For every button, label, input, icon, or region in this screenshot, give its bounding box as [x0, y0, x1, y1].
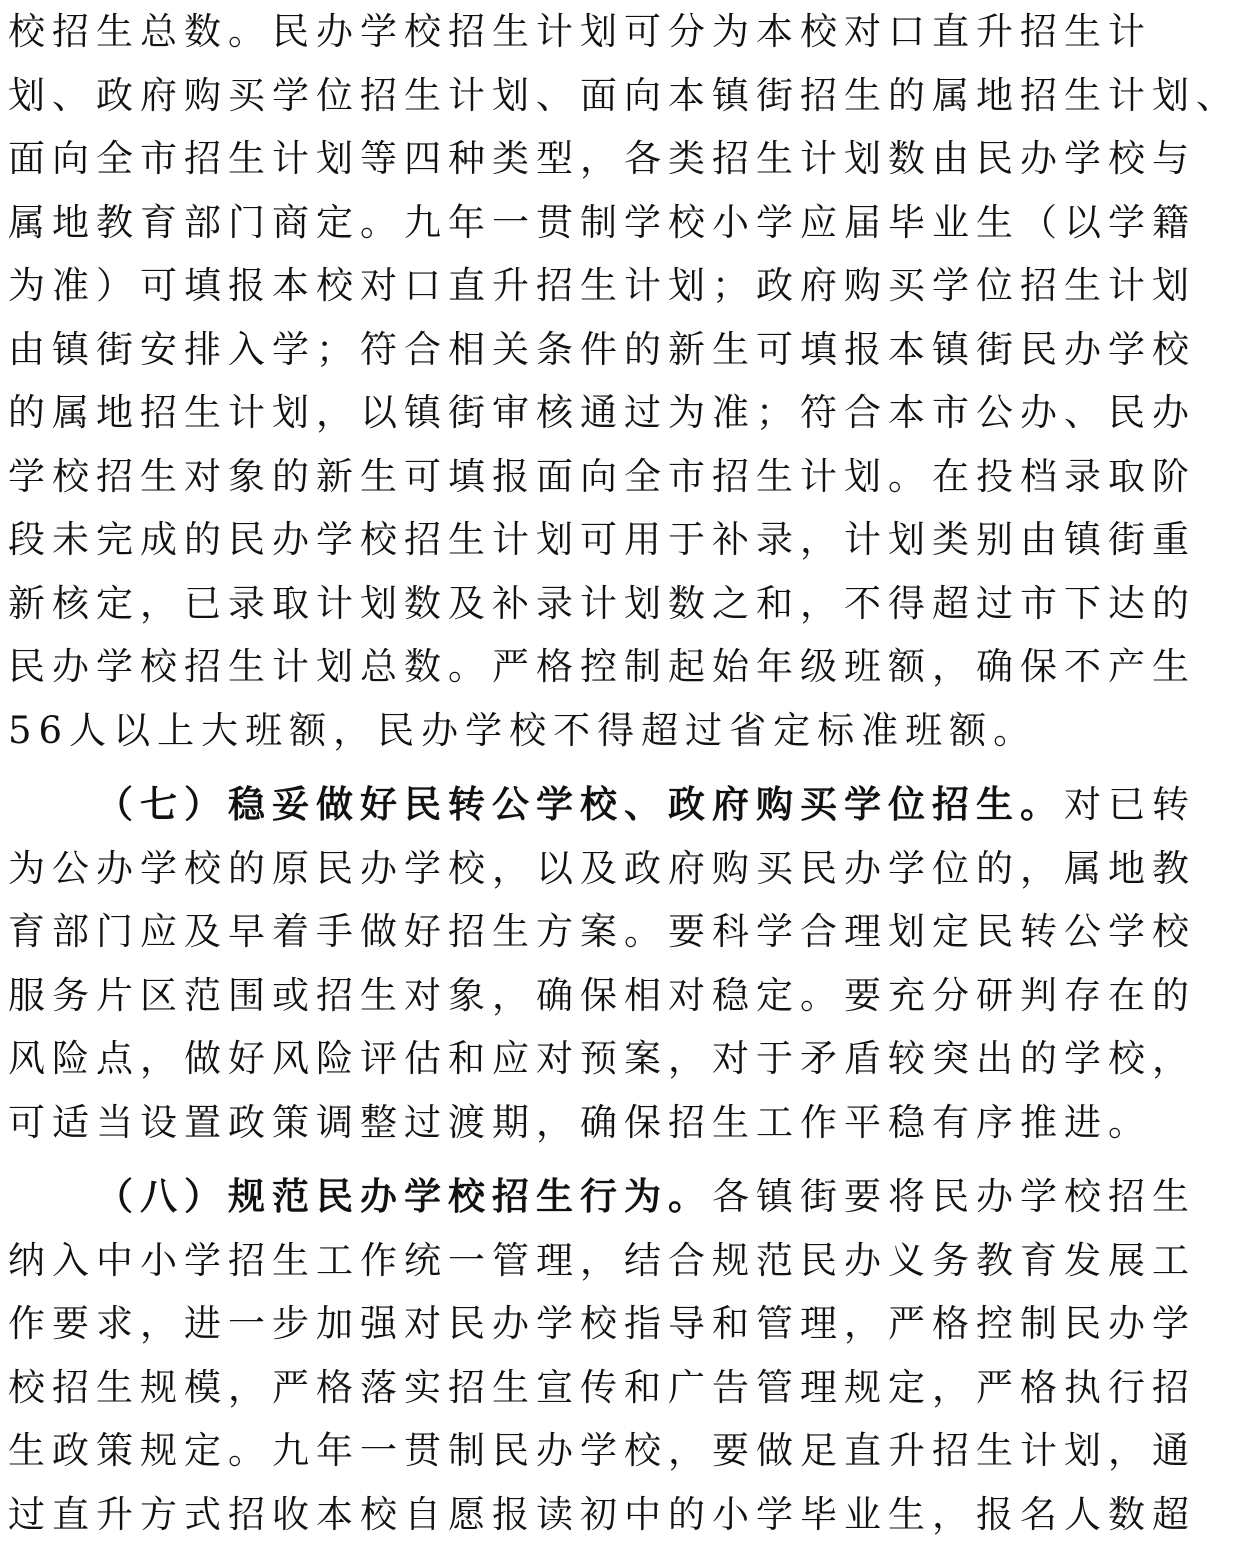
text-line: 56人以上大班额，民办学校不得超过省定标准班额。	[8, 708, 1038, 752]
text-line: 纳入中小学招生工作统一管理，结合规范民办义务教育发展工	[8, 1238, 1196, 1282]
text-line: 面向全市招生计划等四种类型，各类招生计划数由民办学校与	[8, 137, 1196, 180]
text-line: 校招生规模，严格落实招生宣传和广告管理规定，严格执行招	[8, 1365, 1196, 1409]
text-line: 校招生总数。民办学校招生计划可分为本校对口直升招生计	[8, 10, 1152, 53]
text-line: 服务片区范围或招生对象，确保相对稳定。要充分研判存在的	[8, 973, 1196, 1017]
paragraph-first-line	[8, 1165, 1196, 1229]
text-line: 由镇街安排入学；符合相关条件的新生可填报本镇街民办学校	[8, 327, 1196, 371]
paragraph-spacer	[8, 1154, 1072, 1165]
text-line: 划、政府购买学位招生计划、面向本镇街招生的属地招生计划、	[8, 73, 1240, 117]
text-line: 段未完成的民办学校招生计划可用于补录，计划类别由镇街重	[8, 518, 1196, 561]
text-line: 可适当设置政策调整过渡期，确保招生工作平稳有序推进。	[8, 1100, 1152, 1144]
text-run: 对已转	[1064, 783, 1196, 826]
document-page	[8, 0, 1240, 1546]
text-line: 学校招生对象的新生可填报面向全市招生计划。在投档录取阶	[8, 454, 1196, 498]
text-line: 属地教育部门商定。九年一贯制学校小学应届毕业生（以学籍	[8, 200, 1196, 244]
text-line: 生政策规定。九年一贯制民办学校，要做足直升招生计划，通	[8, 1429, 1196, 1472]
text-line: 风险点，做好风险评估和应对预案，对于矛盾较突出的学校，	[8, 1037, 1196, 1080]
text-run: 各镇街要将民办学校招生	[712, 1175, 1196, 1218]
paragraph-3	[8, 1165, 1196, 1546]
text-line: 的属地招生计划，以镇街审核通过为准；符合本市公办、民办	[8, 391, 1196, 434]
text-line: 民办学校招生计划总数。严格控制起始年级班额，确保不产生	[8, 645, 1196, 688]
text-line: 过直升方式招收本校自愿报读初中的小学毕业生，报名人数超	[8, 1492, 1196, 1536]
text-line: 作要求，进一步加强对民办学校指导和管理，严格控制民办学	[8, 1302, 1196, 1345]
paragraph-1	[8, 0, 1240, 762]
text-line: 为公办学校的原民办学校，以及政府购买民办学位的，属地教	[8, 846, 1196, 890]
section-heading-7: （七）稳妥做好民转公学校、政府购买学位招生。	[96, 782, 1064, 826]
paragraph-spacer	[8, 762, 1072, 773]
text-line: 为准）可填报本校对口直升招生计划；政府购买学位招生计划	[8, 264, 1196, 307]
text-line: 新核定，已录取计划数及补录计划数之和，不得超过市下达的	[8, 581, 1196, 625]
paragraph-first-line	[8, 773, 1196, 837]
paragraph-2	[8, 773, 1196, 1154]
section-heading-8: （八）规范民办学校招生行为。	[96, 1174, 712, 1218]
text-line: 育部门应及早着手做好招生方案。要科学合理划定民转公学校	[8, 910, 1196, 953]
